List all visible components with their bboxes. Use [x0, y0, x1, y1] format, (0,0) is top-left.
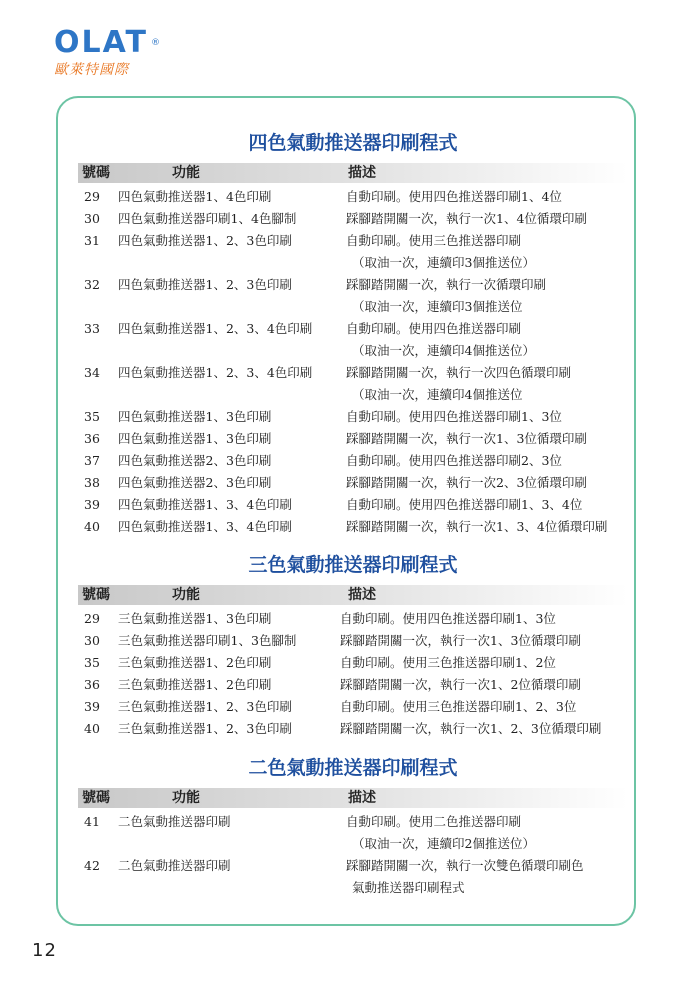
- table-row: 41 二色氣動推送器印刷 自動印刷。使用二色推送器印刷: [84, 814, 522, 829]
- page-number: 12: [32, 940, 57, 961]
- table-row-continuation: 氣動推送器印刷程式: [352, 880, 465, 895]
- header-desc: 描述: [348, 790, 376, 806]
- table-row-continuation: （取油一次，連續印3個推送位: [352, 299, 523, 314]
- header-num: 號碼: [82, 790, 110, 806]
- table-row: 35 四色氣動推送器1、3色印刷 自動印刷。使用四色推送器印刷1、3位: [84, 409, 562, 424]
- table-row: 40 三色氣動推送器1、2、3色印刷 踩腳踏開關一次，執行一次1、2、3位循環印刷: [84, 721, 602, 736]
- section-four-color: [78, 130, 628, 538]
- olat-logo: [54, 25, 160, 79]
- header-desc: 描述: [348, 587, 376, 603]
- table-row-continuation: （取油一次，連續印4個推送位）: [352, 343, 535, 358]
- table-header: [78, 585, 628, 605]
- table-row-continuation: （取油一次，連續印3個推送位）: [352, 255, 535, 270]
- table-header: [78, 163, 628, 183]
- table-row: 37 四色氣動推送器2、3色印刷 自動印刷。使用四色推送器印刷2、3位: [84, 453, 562, 468]
- table-row-continuation: （取油一次，連續印4個推送位: [352, 387, 523, 402]
- table-row: 39 三色氣動推送器1、2、3色印刷 自動印刷。使用三色推送器印刷1、2、3位: [84, 699, 577, 714]
- header-num: 號碼: [82, 165, 110, 181]
- table-row: 30 四色氣動推送器印刷1、4色腳制 踩腳踏開關一次，執行一次1、4位循環印刷: [84, 211, 587, 226]
- registered-mark: ®: [150, 38, 160, 48]
- section-three-color: [78, 552, 628, 740]
- table-header: [78, 788, 628, 808]
- table-row: 33 四色氣動推送器1、2、3、4色印刷 自動印刷。使用四色推送器印刷: [84, 321, 522, 336]
- logo-wordmark: [54, 25, 160, 60]
- table-row: 40 四色氣動推送器1、3、4色印刷 踩腳踏開關一次，執行一次1、3、4位循環印刷: [84, 519, 608, 534]
- header-function: 功能: [172, 587, 200, 603]
- section-title: 二色氣動推送器印刷程式: [248, 757, 458, 779]
- table-row-continuation: （取油一次，連續印2個推送位）: [352, 836, 535, 851]
- table-row: 39 四色氣動推送器1、3、4色印刷 自動印刷。使用四色推送器印刷1、3、4位: [84, 497, 583, 512]
- header-num: 號碼: [82, 587, 110, 603]
- table-row: 38 四色氣動推送器2、3色印刷 踩腳踏開關一次，執行一次2、3位循環印刷: [84, 475, 587, 490]
- logo-text: OLAT: [54, 25, 148, 60]
- header-desc: 描述: [348, 165, 376, 181]
- section-title: 三色氣動推送器印刷程式: [248, 554, 458, 576]
- table-row: 35 三色氣動推送器1、2色印刷 自動印刷。使用三色推送器印刷1、2位: [84, 655, 556, 670]
- program-table: [78, 811, 628, 899]
- logo-subtitle: 歐萊特國際: [54, 62, 129, 78]
- table-row: 42 二色氣動推送器印刷 踩腳踏開關一次，執行一次雙色循環印刷色: [84, 858, 584, 873]
- table-row: 31 四色氣動推送器1、2、3色印刷 自動印刷。使用三色推送器印刷: [84, 233, 522, 248]
- table-row: 29 四色氣動推送器1、4色印刷 自動印刷。使用四色推送器印刷1、4位: [84, 189, 562, 204]
- table-row: 34 四色氣動推送器1、2、3、4色印刷 踩腳踏開關一次，執行一次四色循環印刷: [84, 365, 572, 380]
- program-table: [78, 608, 628, 740]
- program-table: [78, 186, 628, 538]
- header-function: 功能: [172, 165, 200, 181]
- table-row: 36 三色氣動推送器1、2色印刷 踩腳踏開關一次，執行一次1、2位循環印刷: [84, 677, 581, 692]
- table-row: 32 四色氣動推送器1、2、3色印刷 踩腳踏開關一次，執行一次循環印刷: [84, 277, 547, 292]
- section-two-color: [78, 755, 628, 899]
- table-row: 30 三色氣動推送器印刷1、3色腳制 踩腳踏開關一次，執行一次1、3位循環印刷: [84, 633, 581, 648]
- header-function: 功能: [172, 790, 200, 806]
- table-row: 36 四色氣動推送器1、3色印刷 踩腳踏開關一次，執行一次1、3位循環印刷: [84, 431, 587, 446]
- table-row: 29 三色氣動推送器1、3色印刷 自動印刷。使用四色推送器印刷1、3位: [84, 611, 556, 626]
- section-title: 四色氣動推送器印刷程式: [248, 132, 458, 154]
